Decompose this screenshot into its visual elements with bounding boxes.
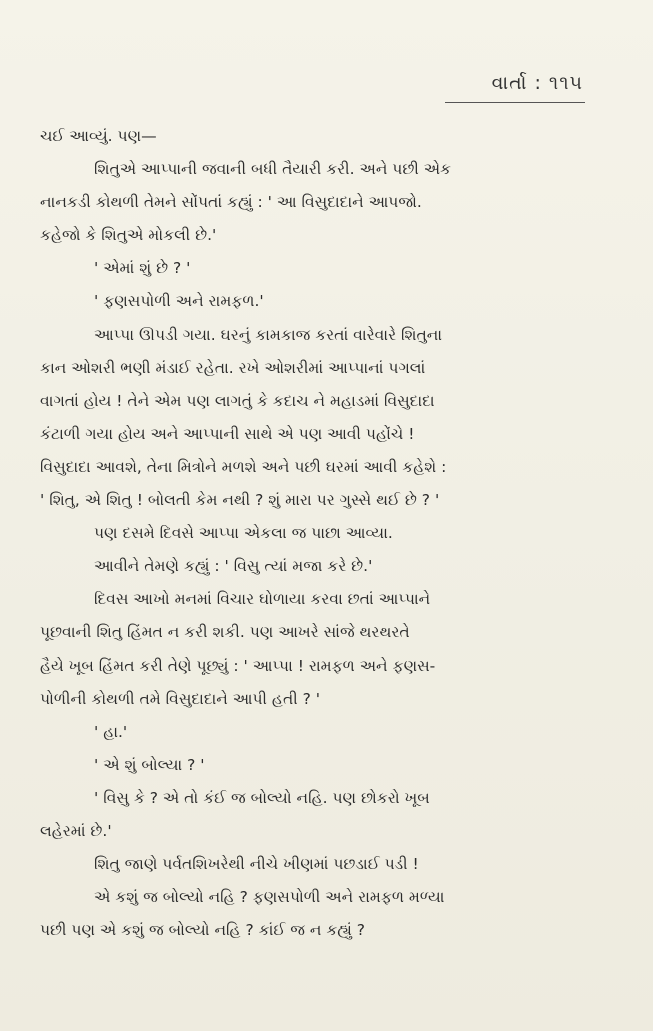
text-line: લહેરમાં છે.' [40, 821, 112, 840]
text-line: ' એ શું બોલ્યા ? ' [94, 755, 205, 774]
text-line: ' શિતુ, એ શિતુ ! બોલતી કેમ નથી ? શું મારા પર ગુસ્સે થઈ છે ? ' [40, 491, 440, 510]
text-line: આપ્પા ઊપડી ગયા. ઘરનું કામકાજ કરતાં વારેવારે શિતુના [94, 325, 443, 344]
text-line: પોળીની કોથળી તમે વિસુદાદાને આપી હતી ? ' [40, 689, 320, 708]
text-line: પૂછવાની શિતુ હિંમત ન કરી શકી. પણ આખરે સાંજે થરથરતે [40, 623, 410, 642]
text-line: ' ફણસપોળી અને રામફળ.' [94, 292, 264, 311]
header-rule [445, 102, 585, 103]
text-line: કહેજો કે શિતુએ મોકલી છે.' [40, 226, 217, 245]
running-head: વાર્તા : ૧૧૫ [491, 72, 583, 94]
text-line: દિવસ આખો મનમાં વિચાર ઘોળાયા કરવા છતાં આપ્પાને [94, 590, 431, 609]
text-line: પણ દસમે દિવસે આપ્પા એકલા જ પાછા આવ્યા. [94, 524, 393, 543]
text-line: નાનકડી કોથળી તેમને સોંપતાં કહ્યું : ' આ વિસુદાદાને આપજો. [40, 193, 422, 212]
text-line: વિસુદાદા આવશે, તેના મિત્રોને મળશે અને પછી ઘરમાં આવી કહેશે : [40, 457, 447, 476]
text-line: આવીને તેમણે કહ્યું : ' વિસુ ત્યાં મજા કરે છે.' [94, 557, 373, 576]
text-line: એ કશું જ બોલ્યો નહિ ? ફણસપોળી અને રામફળ મળ્યા [94, 888, 445, 907]
text-line: શિતુએ આપ્પાની જવાની બધી તૈયારી કરી. અને પછી એક [94, 160, 451, 179]
text-line: પછી પણ એ કશું જ બોલ્યો નહિ ? કાંઈ જ ન કહ્યું ? [40, 921, 366, 940]
text-line: ' એમાં શું છે ? ' [94, 259, 191, 278]
text-line: હૈયે ખૂબ હિંમત કરી તેણે પૂછ્યું : ' આપ્પા ! રામફળ અને ફણસ- [40, 656, 436, 675]
text-line: કંટાળી ગયા હોય અને આપ્પાની સાથે એ પણ આવી પહોંચે ! [40, 424, 415, 443]
text-line: ચઈ આવ્યું. પણ— [40, 127, 157, 145]
text-line: ' હા.' [94, 722, 128, 741]
text-line: વાગતાં હોય ! તેને એમ પણ લાગતું કે કદાચ ને મહાડમાં વિસુદાદા [40, 391, 435, 410]
body-text [40, 120, 592, 947]
text-line: ' વિસુ કે ? એ તો કંઈ જ બોલ્યો નહિ. પણ છોકરો ખૂબ [94, 788, 430, 807]
text-line: શિતુ જાણે પર્વતશિખરેથી નીચે ખીણમાં પછડાઈ પડી ! [94, 855, 419, 874]
text-line: કાન ઓશરી ભણી મંડાઈ રહેતા. રખે ઓશરીમાં આપ્પાનાં પગલાં [40, 358, 426, 377]
